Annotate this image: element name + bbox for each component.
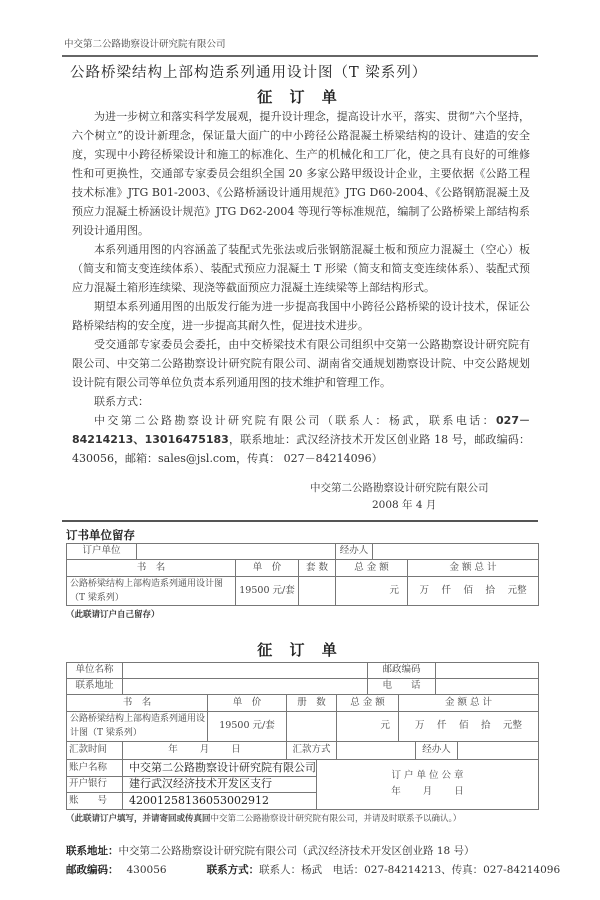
postcode-label: 邮政编码 <box>368 662 436 678</box>
signature-company: 中交第二公路勘察设计研究院有限公司 <box>310 482 489 494</box>
unit-name-label: 单位名称 <box>67 662 123 678</box>
signature-date: 2008 年 4 月 <box>372 499 437 511</box>
address-field[interactable] <box>123 678 368 694</box>
postcode-field[interactable] <box>436 662 539 678</box>
header-book: 书 名 <box>67 694 208 711</box>
contact-label: 联系方式： <box>206 863 260 876</box>
remit-method-label: 汇款方式 <box>287 741 337 759</box>
header-total: 金 额 总 计 <box>408 559 539 576</box>
order-table <box>66 662 539 810</box>
keep-note: （此联请订户自己留存） <box>66 609 160 620</box>
section-divider <box>62 520 538 522</box>
contact-value: 联系人：杨武 电话：027-84214213、传真：027-84214096 <box>259 863 561 876</box>
handler-field[interactable] <box>458 741 539 759</box>
address-label: 联系地址 <box>67 678 123 694</box>
copies-field[interactable] <box>287 711 337 741</box>
book-name: 公路桥梁结构上部构造系列通用设计图（T 梁系列） <box>67 576 236 605</box>
contact-text: ，联系地址：武汉经济技术开发区创业路 18 号，邮政编码：430056，邮箱：sales@jsl.com，传真： 027－84214096） <box>72 433 530 465</box>
bank-name: 建行武汉经济技术开发区支行 <box>123 776 317 792</box>
subscriber-label: 订户单位 <box>67 543 137 559</box>
contact-phone: 027－84214213、13016475183 <box>72 414 530 446</box>
contact-paragraph <box>72 411 530 468</box>
header-sets: 套 数 <box>299 559 336 576</box>
total-words-field[interactable]: 万 仟 佰 拾 元整 <box>399 711 539 741</box>
postcode-label: 邮政编码： <box>66 863 119 876</box>
seal-date: 年 月 日 <box>391 786 464 797</box>
total-words-field[interactable]: 万 仟 佰 拾 元整 <box>408 576 539 605</box>
account-no-label: 账 号 <box>67 792 123 809</box>
header-total: 金 额 总 计 <box>399 694 539 711</box>
running-header: 中交第二公路勘察设计研究院有限公司 <box>64 39 226 50</box>
header-amount: 总 金 额 <box>336 559 408 576</box>
sets-field[interactable] <box>299 576 336 605</box>
paragraph: 本系列通用图的内容涵盖了装配式先张法或后张钢筋混凝土板和预应力混凝土（空心）板（简支和简支变连续体系）、装配式预应力混凝土 T 形梁（简支和简支变连续体系）、装配式预应力混凝土箱形连续梁、现浇等截面预应力混凝土连续梁等上部结构形式。 <box>72 243 530 294</box>
remit-time-label: 汇款时间 <box>67 741 123 759</box>
account-name: 中交第二公路勘察设计研究院有限公司 <box>123 759 317 776</box>
intro-text <box>72 107 530 468</box>
account-name-label: 账户名称 <box>67 759 123 776</box>
document-title: 公路桥梁结构上部构造系列通用设计图（T 梁系列） <box>70 65 428 81</box>
contact-text: 中交第二公路勘察设计研究院有限公司（联系人：杨武，联系电话： <box>94 414 497 427</box>
phone-field[interactable] <box>436 678 539 694</box>
book-price: 19500 元/套 <box>236 576 299 605</box>
postcode-value: 430056 <box>126 863 167 876</box>
order-note-bold: （此联请订户填写，并请寄回或传真回 <box>66 813 211 824</box>
book-price: 19500 元/套 <box>208 711 287 741</box>
address-label: 联系地址： <box>66 844 119 857</box>
unit-name-field[interactable] <box>123 662 368 678</box>
remit-method-field[interactable] <box>337 741 416 759</box>
handler-label: 经办人 <box>336 543 373 559</box>
seal-area[interactable] <box>317 759 539 809</box>
footer-address <box>66 842 538 861</box>
phone-label: 电 话 <box>368 678 436 694</box>
subscriber-field[interactable] <box>137 543 336 559</box>
handler-field[interactable] <box>373 543 539 559</box>
header-copies: 册 数 <box>287 694 337 711</box>
address-value: 中交第二公路勘察设计研究院有限公司（武汉经济技术开发区创业路 18 号） <box>118 844 475 857</box>
header-divider <box>62 55 538 57</box>
paragraph: 期望本系列通用图的出版发行能为进一步提高我国中小跨径公路桥梁的设计技术，保证公路桥梁结构的安全度，进一步提高其耐久性，促进技术进步。 <box>72 300 530 332</box>
paragraph: 受交通部专家委员会委托，由中交桥梁技术有限公司组织中交第一公路勘察设计研究院有限公司、中交第二公路勘察设计研究院有限公司、湖南省交通规划勘察设计院、中交公路规划设计院有限公司等单位负责本系列通用图的技术维护和管理工作。 <box>72 338 530 389</box>
account-number: 42001258136053002912 <box>123 792 317 809</box>
handler-label: 经办人 <box>416 741 458 759</box>
amount-field[interactable]: 元 <box>337 711 399 741</box>
order-form-heading: 征 订 单 <box>257 640 343 659</box>
header-price: 单 价 <box>208 694 287 711</box>
signature <box>310 480 538 514</box>
seal-label: 订 户 单 位 公 章 <box>391 770 464 781</box>
header-amount: 总 金 额 <box>337 694 399 711</box>
keep-section-title: 订书单位留存 <box>66 527 135 542</box>
book-name: 公路桥梁结构上部构造系列通用设计图（T 梁系列） <box>67 711 208 741</box>
header-price: 单 价 <box>236 559 299 576</box>
order-note <box>66 813 538 826</box>
amount-field[interactable]: 元 <box>336 576 408 605</box>
paragraph: 联系方式： <box>94 395 149 408</box>
bank-label: 开户银行 <box>67 776 123 792</box>
header-book: 书 名 <box>67 559 236 576</box>
remit-date-field[interactable]: 年 月 日 <box>123 741 287 759</box>
paragraph: 为进一步树立和落实科学发展观，提升设计理念，提高设计水平，落实、贯彻“六个坚持，六个树立”的设计新理念，保证量大面广的中小跨径公路混凝土桥梁结构的设计、建造的安全度，实现中小跨径桥梁设计和施工的标准化、生产的机械化和工厂化，使之具有良好的可维修性和可更换性，交通部专家委员会组织全国 20 多家公路甲级设计企业，主要依据《公路工程技术标准》JTG B01-2003、《公路桥涵设计通用规范》JTG D60-2004、《公路钢筋混凝土及预应力混凝土桥涵设计规范》JTG D62-2004 等现行等标准规范，编制了公路桥梁上部结构系列设计通用图。 <box>72 110 530 237</box>
keep-table <box>66 543 539 606</box>
order-note-text: 中交第二公路勘察设计研究院有限公司，并请及时联系予以确认。） <box>210 813 462 824</box>
footer-contact <box>66 861 561 880</box>
form-heading: 征 订 单 <box>257 88 343 106</box>
